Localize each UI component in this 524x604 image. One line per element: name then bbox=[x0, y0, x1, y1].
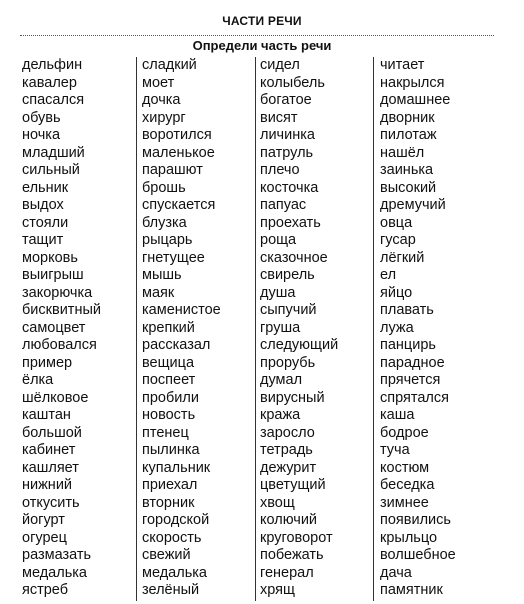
word-item: выдох bbox=[22, 197, 64, 213]
word-item: воротился bbox=[142, 127, 212, 143]
word-item: кража bbox=[260, 407, 301, 423]
word-item: медалька bbox=[142, 564, 207, 581]
word-item: домашнее bbox=[380, 92, 451, 108]
word-item: хрящ bbox=[260, 582, 295, 598]
word-item: дача bbox=[380, 564, 412, 581]
word-item: заинька bbox=[380, 162, 434, 178]
word-item: кашляет bbox=[22, 459, 79, 476]
word-item: морковь bbox=[22, 249, 78, 266]
word-item: бодрое bbox=[380, 424, 429, 441]
word-item: рассказал bbox=[142, 337, 211, 353]
word-item: маяк bbox=[142, 284, 175, 301]
word-item: обувь bbox=[22, 109, 61, 126]
word-grid bbox=[0, 57, 524, 601]
word-item: висят bbox=[260, 109, 298, 126]
word-item: рыцарь bbox=[142, 232, 193, 248]
word-item: крепкий bbox=[142, 319, 195, 336]
word-item: колыбель bbox=[260, 74, 325, 91]
word-item: дремучий bbox=[380, 197, 446, 213]
word-item: спрятался bbox=[380, 389, 449, 406]
word-item: побежать bbox=[260, 547, 324, 563]
word-item: дочка bbox=[142, 92, 181, 108]
word-item: шёлковое bbox=[22, 389, 89, 406]
word-item: плечо bbox=[260, 162, 300, 178]
word-item: ястреб bbox=[22, 582, 69, 598]
word-item: мышь bbox=[142, 267, 182, 283]
word-item: душа bbox=[260, 284, 296, 301]
word-item: ел bbox=[380, 267, 397, 283]
word-item: кабинет bbox=[22, 442, 76, 458]
word-item: дельфин bbox=[22, 57, 83, 73]
word-item: спускается bbox=[142, 197, 216, 213]
word-item: сильный bbox=[22, 162, 80, 178]
word-item: дежурит bbox=[260, 459, 317, 476]
word-item: косточка bbox=[260, 179, 319, 196]
word-item: роща bbox=[260, 232, 297, 248]
word-item: размазать bbox=[22, 547, 92, 563]
word-item: патруль bbox=[260, 144, 314, 161]
word-item: выигрыш bbox=[22, 267, 84, 283]
word-item: ёлка bbox=[22, 372, 54, 388]
word-item: вещица bbox=[142, 354, 195, 371]
word-column-2 bbox=[142, 57, 260, 600]
word-item: блузка bbox=[142, 214, 187, 231]
word-item: городской bbox=[142, 512, 210, 528]
word-item: генерал bbox=[260, 564, 314, 581]
word-item: сидел bbox=[260, 57, 300, 73]
word-item: вторник bbox=[142, 494, 195, 511]
word-item: скорость bbox=[142, 529, 202, 546]
word-item: брошь bbox=[142, 179, 186, 196]
word-item: гнетущее bbox=[142, 249, 205, 266]
word-item: высокий bbox=[380, 179, 437, 196]
word-item: любовался bbox=[22, 337, 97, 353]
word-item: ночка bbox=[22, 127, 61, 143]
page-title: ЧАСТИ РЕЧИ bbox=[222, 14, 302, 28]
word-item: круговорот bbox=[260, 529, 333, 546]
word-item: овца bbox=[380, 214, 413, 231]
word-column-4 bbox=[380, 57, 498, 600]
word-item: тащит bbox=[22, 232, 64, 248]
word-item: заросло bbox=[260, 424, 315, 441]
word-item: птенец bbox=[142, 424, 189, 441]
word-item: йогурт bbox=[22, 512, 65, 528]
word-item: огурец bbox=[22, 529, 67, 546]
word-item: каменистое bbox=[142, 302, 221, 318]
word-item: читает bbox=[380, 57, 425, 73]
word-item: появились bbox=[380, 512, 451, 528]
word-item: памятник bbox=[380, 582, 443, 598]
word-item: спасался bbox=[22, 92, 85, 108]
word-item: груша bbox=[260, 319, 301, 336]
word-item: туча bbox=[380, 442, 410, 458]
word-item: волшебное bbox=[380, 547, 456, 563]
word-item: прячется bbox=[380, 372, 441, 388]
word-item: лужа bbox=[380, 319, 414, 336]
word-item: нижний bbox=[22, 477, 73, 493]
word-item: каша bbox=[380, 407, 415, 423]
word-item: колючий bbox=[260, 512, 318, 528]
word-column-1 bbox=[22, 57, 140, 600]
word-item: откусить bbox=[22, 494, 80, 511]
word-item: приехал bbox=[142, 477, 198, 493]
word-item: яйцо bbox=[380, 284, 413, 301]
word-item: вирусный bbox=[260, 389, 325, 406]
word-item: следующий bbox=[260, 337, 339, 353]
word-item: думал bbox=[260, 372, 303, 388]
word-item: гусар bbox=[380, 232, 416, 248]
word-item: богатое bbox=[260, 92, 312, 108]
word-item: самоцвет bbox=[22, 319, 86, 336]
word-item: каштан bbox=[22, 407, 71, 423]
word-item: зелёный bbox=[142, 582, 200, 598]
word-item: пример bbox=[22, 354, 73, 371]
word-column-3 bbox=[260, 57, 378, 600]
word-item: младший bbox=[22, 144, 85, 161]
word-item: хирург bbox=[142, 109, 186, 126]
word-item: стояли bbox=[22, 214, 69, 231]
word-item: купальник bbox=[142, 459, 211, 476]
task-instruction: Определи часть речи bbox=[192, 38, 332, 53]
word-item: новость bbox=[142, 407, 196, 423]
word-item: бисквитный bbox=[22, 302, 101, 318]
word-item: костюм bbox=[380, 459, 430, 476]
word-item: папуас bbox=[260, 197, 307, 213]
word-item: свирель bbox=[260, 267, 315, 283]
word-item: сладкий bbox=[142, 57, 197, 73]
word-item: накрылся bbox=[380, 74, 445, 91]
word-item: лёгкий bbox=[380, 249, 425, 266]
dotted-divider bbox=[20, 35, 494, 36]
word-item: большой bbox=[22, 424, 82, 441]
word-item: медалька bbox=[22, 564, 87, 581]
word-item: плавать bbox=[380, 302, 434, 318]
word-item: хвощ bbox=[260, 494, 295, 511]
word-item: цветущий bbox=[260, 477, 326, 493]
word-item: проехать bbox=[260, 214, 321, 231]
word-item: тетрадь bbox=[260, 442, 313, 458]
word-item: свежий bbox=[142, 547, 191, 563]
word-item: нашёл bbox=[380, 144, 425, 161]
word-item: пробили bbox=[142, 389, 199, 406]
word-item: пилотаж bbox=[380, 127, 437, 143]
word-item: моет bbox=[142, 74, 175, 91]
word-item: беседка bbox=[380, 477, 435, 493]
word-item: прорубь bbox=[260, 354, 316, 371]
word-item: сказочное bbox=[260, 249, 328, 266]
word-item: пылинка bbox=[142, 442, 200, 458]
word-item: личинка bbox=[260, 127, 315, 143]
word-item: поспеет bbox=[142, 372, 196, 388]
word-item: ельник bbox=[22, 179, 69, 196]
word-item: панцирь bbox=[380, 337, 436, 353]
word-item: сыпучий bbox=[260, 302, 317, 318]
word-item: парадное bbox=[380, 354, 445, 371]
word-item: маленькое bbox=[142, 144, 215, 161]
word-item: зимнее bbox=[380, 494, 429, 511]
word-item: кавалер bbox=[22, 74, 77, 91]
word-item: закорючка bbox=[22, 284, 93, 301]
word-item: дворник bbox=[380, 109, 435, 126]
word-item: парашют bbox=[142, 162, 203, 178]
word-item: крыльцо bbox=[380, 529, 438, 546]
